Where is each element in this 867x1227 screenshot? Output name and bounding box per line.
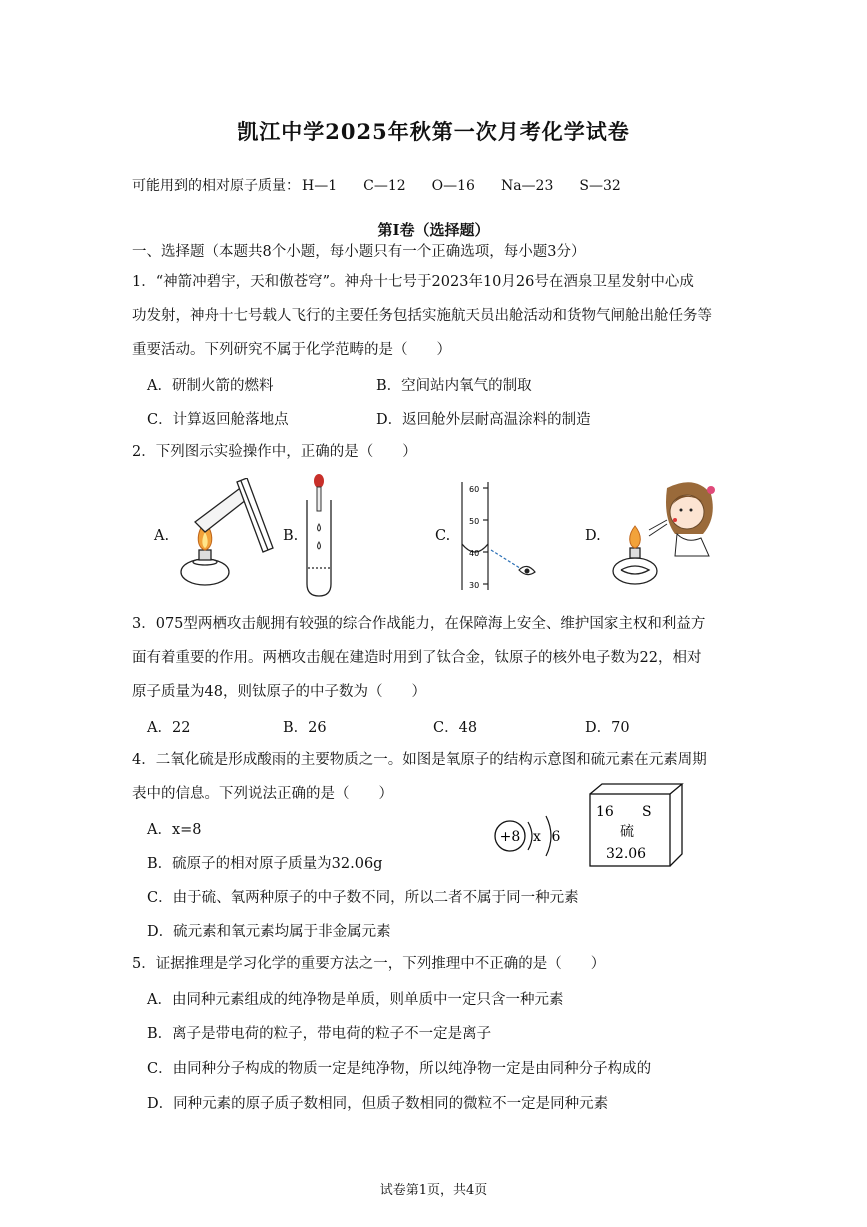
relative-atomic-mass: 32.06: [606, 846, 647, 862]
element-symbol: S: [642, 804, 652, 820]
q1-option-d: D．返回舱外层耐高温涂料的制造: [376, 412, 591, 428]
section-title: 第Ⅰ卷（选择题）: [377, 221, 490, 239]
flame-icon: [630, 526, 641, 548]
mass-na: Na—23: [500, 178, 554, 194]
dropper-icon: [314, 474, 324, 511]
q3-option-a: A．22: [147, 720, 191, 736]
page-footer: 试卷第1页，共4页: [379, 1183, 488, 1198]
q2-label-b: B.: [283, 528, 299, 544]
q4-line-2: 表中的信息。下列说法正确的是（ ）: [132, 786, 393, 802]
q4-option-a: A．x=8: [147, 822, 202, 838]
mass-h: H—1: [302, 178, 338, 194]
shell-arc-2: [546, 816, 551, 856]
alcohol-lamp-icon: [181, 550, 229, 585]
atomic-masses: [132, 175, 647, 195]
q5-option-b: B．离子是带电荷的粒子，带电荷的粒子不一定是离子: [147, 1026, 492, 1042]
q3-line-2: 面有着重要的作用。两栖攻击舰在建造时用到了钛合金，钛原子的核外电子数为22，相对: [132, 650, 702, 666]
q4-line-1: 4．二氧化硫是形成酸雨的主要物质之一。如图是氧原子的结构示意图和硫元素在元素周期: [132, 752, 707, 768]
dropper-figure: [303, 472, 335, 598]
mass-s: S—32: [579, 178, 621, 194]
sight-line: [491, 550, 523, 570]
q2-label-d: D.: [585, 528, 601, 544]
q1-line-2: 功发射，神舟十七号载人飞行的主要任务包括实施航天员出舱活动和货物气闸舱出舱任务等: [132, 308, 712, 324]
graduated-cylinder-icon: [462, 482, 488, 590]
nucleus-charge: +8: [499, 829, 521, 845]
alcohol-lamp-icon: [613, 548, 657, 584]
q1-option-a: A．研制火箭的燃料: [147, 378, 274, 394]
tick-50: 50: [469, 517, 480, 526]
graduated-cylinder-figure: [455, 478, 550, 593]
q3-option-c: C．48: [433, 720, 478, 736]
shell-1-electrons: x: [533, 829, 541, 845]
q5-stem: 5．证据推理是学习化学的重要方法之一，下列推理中不正确的是（ ）: [132, 956, 606, 972]
q4-option-c: C．由于硫、氧两种原子的中子数不同，所以二者不属于同一种元素: [147, 890, 579, 906]
mass-c: C—12: [363, 178, 406, 194]
q3-line-1: 3．075型两栖攻击舰拥有较强的综合作战能力，在保障海上安全、维护国家主权和利益方: [132, 616, 706, 632]
tick-60: 60: [469, 485, 480, 494]
q5-option-a: A．由同种元素组成的纯净物是单质，则单质中一定只含一种元素: [147, 992, 564, 1008]
test-tube-icon: [307, 500, 331, 596]
blow-out-lamp-figure: [605, 478, 720, 593]
q1-option-c: C．计算返回舱落地点: [147, 412, 289, 428]
shell-2-electrons: 6: [551, 829, 561, 845]
q2-label-a: A.: [154, 528, 170, 544]
blowing-girl-icon: [649, 482, 715, 556]
q1-line-1: 1．“神箭冲碧宇，天和傲苍穹”。神舟十七号于2023年10月26号在酒泉卫星发射中心成: [132, 274, 694, 290]
q3-option-d: D．70: [585, 720, 630, 736]
q4-option-b: B．硫原子的相对原子质量为32.06g: [147, 856, 383, 872]
q5-option-c: C．由同种分子构成的物质一定是纯净物，所以纯净物一定是由同种分子构成的: [147, 1061, 652, 1077]
shell-arc-1: [528, 822, 532, 850]
q1-option-b: B．空间站内氧气的制取: [376, 378, 532, 394]
sulfur-element-card: [588, 782, 688, 868]
q5-option-d: D．同种元素的原子质子数相同，但质子数相同的微粒不一定是同种元素: [147, 1096, 609, 1112]
heating-test-tube-figure: [175, 478, 285, 593]
q4-option-d: D．硫元素和氧元素均属于非金属元素: [147, 924, 391, 940]
eye-icon: [519, 566, 535, 574]
oxygen-atom-diagram: [490, 808, 570, 864]
q3-option-b: B．26: [283, 720, 327, 736]
q1-line-3: 重要活动。下列研究不属于化学范畴的是（ ）: [132, 342, 451, 358]
exam-title: 凯江中学2025年秋第一次月考化学试卷: [237, 119, 630, 144]
q2-stem: 2．下列图示实验操作中，正确的是（ ）: [132, 444, 417, 460]
masses-label: 可能用到的相对原子质量：: [132, 178, 300, 194]
atomic-number: 16: [596, 804, 614, 820]
element-name: 硫: [620, 824, 634, 840]
drop-icon: [318, 524, 321, 549]
q2-label-c: C.: [435, 528, 451, 544]
mass-o: O—16: [431, 178, 475, 194]
q3-line-3: 原子质量为48，则钛原子的中子数为（ ）: [132, 684, 426, 700]
part-heading: 一、选择题（本题共8个小题，每小题只有一个正确选项，每小题3分）: [132, 244, 586, 260]
tick-30: 30: [469, 581, 480, 590]
tick-40: 40: [469, 549, 480, 558]
